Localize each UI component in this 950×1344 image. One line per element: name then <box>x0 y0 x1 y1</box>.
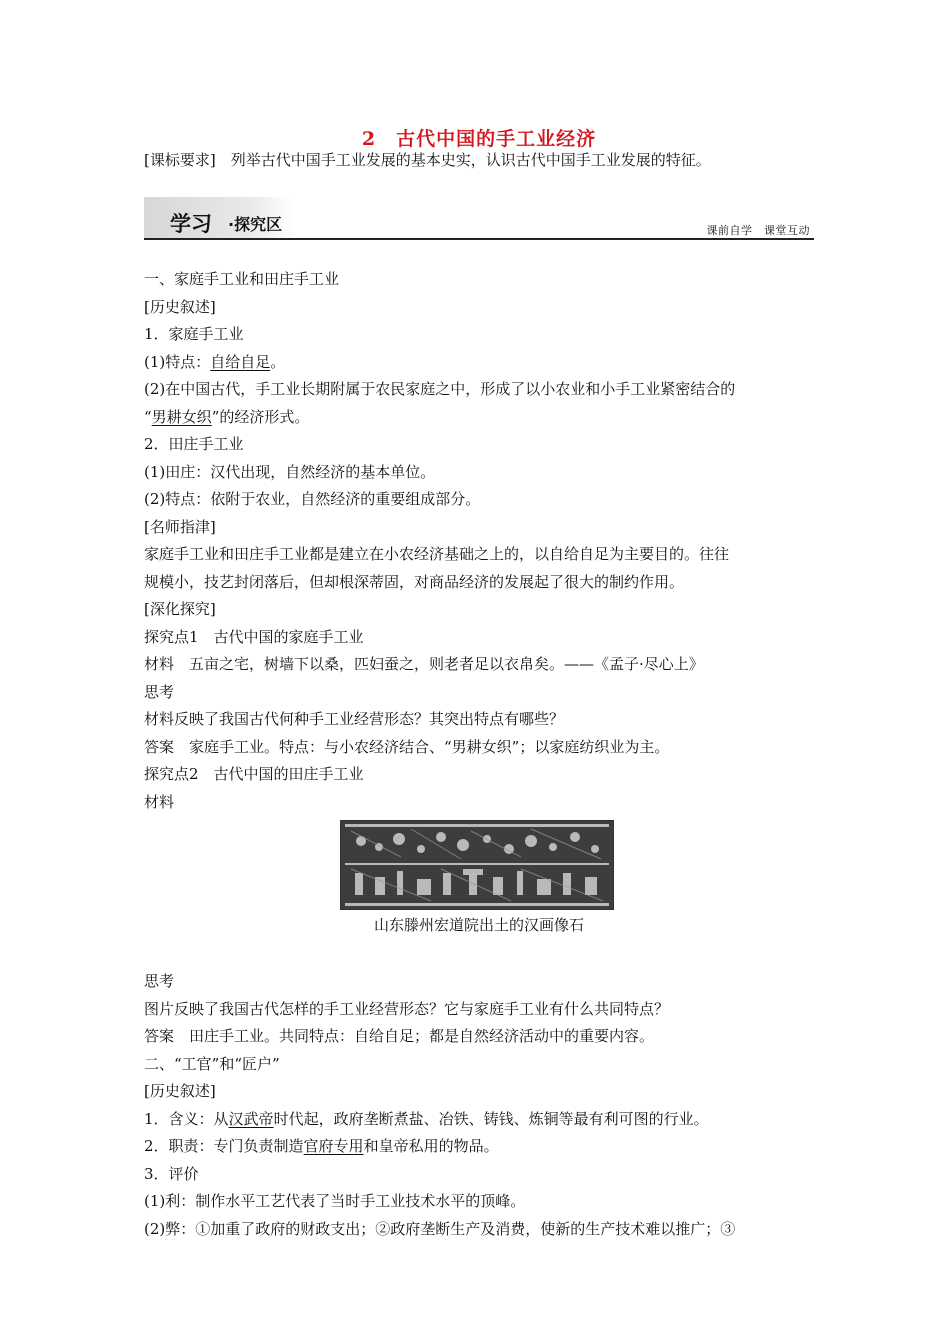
figure-caption: 山东滕州宏道院出土的汉画像石 <box>373 916 584 934</box>
item-heading: 1．家庭手工业 <box>144 325 244 343</box>
text: 2．职责：专门负责制造 <box>144 1137 304 1155</box>
answer-line: 答案 家庭手工业。特点：与小农经济结合、“男耕女织”；以家庭纺织业为主。 <box>144 737 670 756</box>
underlined-keyword: 汉武帝 <box>228 1109 274 1128</box>
curriculum-requirement: [课标要求] 列举古代中国手工业发展的基本史实，认识古代中国手工业发展的特征。 <box>144 151 711 169</box>
subsection-label: [深化探究] <box>144 600 216 618</box>
question-line: 图片反映了我国古代怎样的手工业经营形态？它与家庭手工业有什么共同特点？ <box>144 999 670 1018</box>
section-banner <box>144 197 814 241</box>
banner-sub-text: ·探究区 <box>228 215 283 234</box>
item-line: (2)在中国古代，手工业长期附属于农民家庭之中，形成了以小农业和小手工业紧密结合的 <box>144 380 736 398</box>
question-label: 思考 <box>144 682 175 701</box>
text: (1)特点： <box>144 352 211 371</box>
question-line: 材料反映了我国古代何种手工业经营形态？其突出特点有哪些？ <box>144 710 565 728</box>
stone-relief-figure <box>144 816 814 968</box>
section-heading: 一、家庭手工业和田庄手工业 <box>144 270 340 288</box>
item-line <box>144 1133 820 1161</box>
answer-line: 答案 田庄手工业。共同特点：自给自足；都是自然经济活动中的重要内容。 <box>144 1027 655 1045</box>
question-label: 思考 <box>144 972 175 990</box>
item-heading: 2．田庄手工业 <box>144 435 244 453</box>
item-line: (2)弊：①加重了政府的财政支出；②政府垄断生产及消费，使新的生产技术难以推广；③ <box>144 1219 736 1238</box>
underlined-keyword: 自给自足 <box>210 352 271 371</box>
item-line <box>144 1106 820 1134</box>
inquiry-heading: 探究点1 古代中国的家庭手工业 <box>144 627 364 646</box>
item-line <box>144 404 820 432</box>
item-line: (1)利：制作水平工艺代表了当时手工业技术水平的顶峰。 <box>144 1192 526 1210</box>
text: 和皇帝私用的物品。 <box>363 1137 499 1155</box>
han-stone-relief-image <box>340 820 614 910</box>
subsection-label: [历史叙述] <box>144 297 216 316</box>
material-label: 材料 <box>144 792 175 811</box>
subsection-label: [名师指津] <box>144 517 216 536</box>
underlined-keyword: 官府专用 <box>303 1137 364 1155</box>
section-heading: 二、“工官”和“匠户” <box>144 1054 280 1073</box>
subsection-label: [历史叙述] <box>144 1082 216 1100</box>
item-line: (1)田庄：汉代出现，自然经济的基本单位。 <box>144 462 436 481</box>
material-line: 材料 五亩之宅，树墙下以桑，匹妇蚕之，则老者足以衣帛矣。——《孟子·尽心上》 <box>144 655 704 673</box>
text: 时代起，政府垄断煮盐、冶铁、铸钱、炼铜等最有利可图的行业。 <box>273 1109 709 1128</box>
banner-main-text: 学习 <box>170 212 212 236</box>
item-line: (2)特点：依附于农业，自然经济的重要组成部分。 <box>144 490 481 508</box>
text: ”的经济形式。 <box>211 407 310 426</box>
banner-rule <box>144 238 814 240</box>
document-body <box>144 266 820 1243</box>
paragraph-line: 家庭手工业和田庄手工业都是建立在小农经济基础之上的，以自给自足为主要目的。往往 <box>144 545 730 563</box>
lesson-title: 2 古代中国的手工业经济 <box>361 128 597 150</box>
item-heading: 3．评价 <box>144 1164 199 1183</box>
text: 1．含义：从 <box>144 1109 229 1128</box>
banner-right-text: 课前自学 课堂互动 <box>706 224 810 237</box>
text: “ <box>144 407 152 426</box>
paragraph-line: 规模小，技艺封闭落后，但却根深蒂固，对商品经济的发展起了很大的制约作用。 <box>144 572 685 591</box>
text: 。 <box>270 352 286 371</box>
underlined-keyword: 男耕女织 <box>151 407 212 426</box>
inquiry-heading: 探究点2 古代中国的田庄手工业 <box>144 765 364 783</box>
item-line <box>144 349 820 377</box>
